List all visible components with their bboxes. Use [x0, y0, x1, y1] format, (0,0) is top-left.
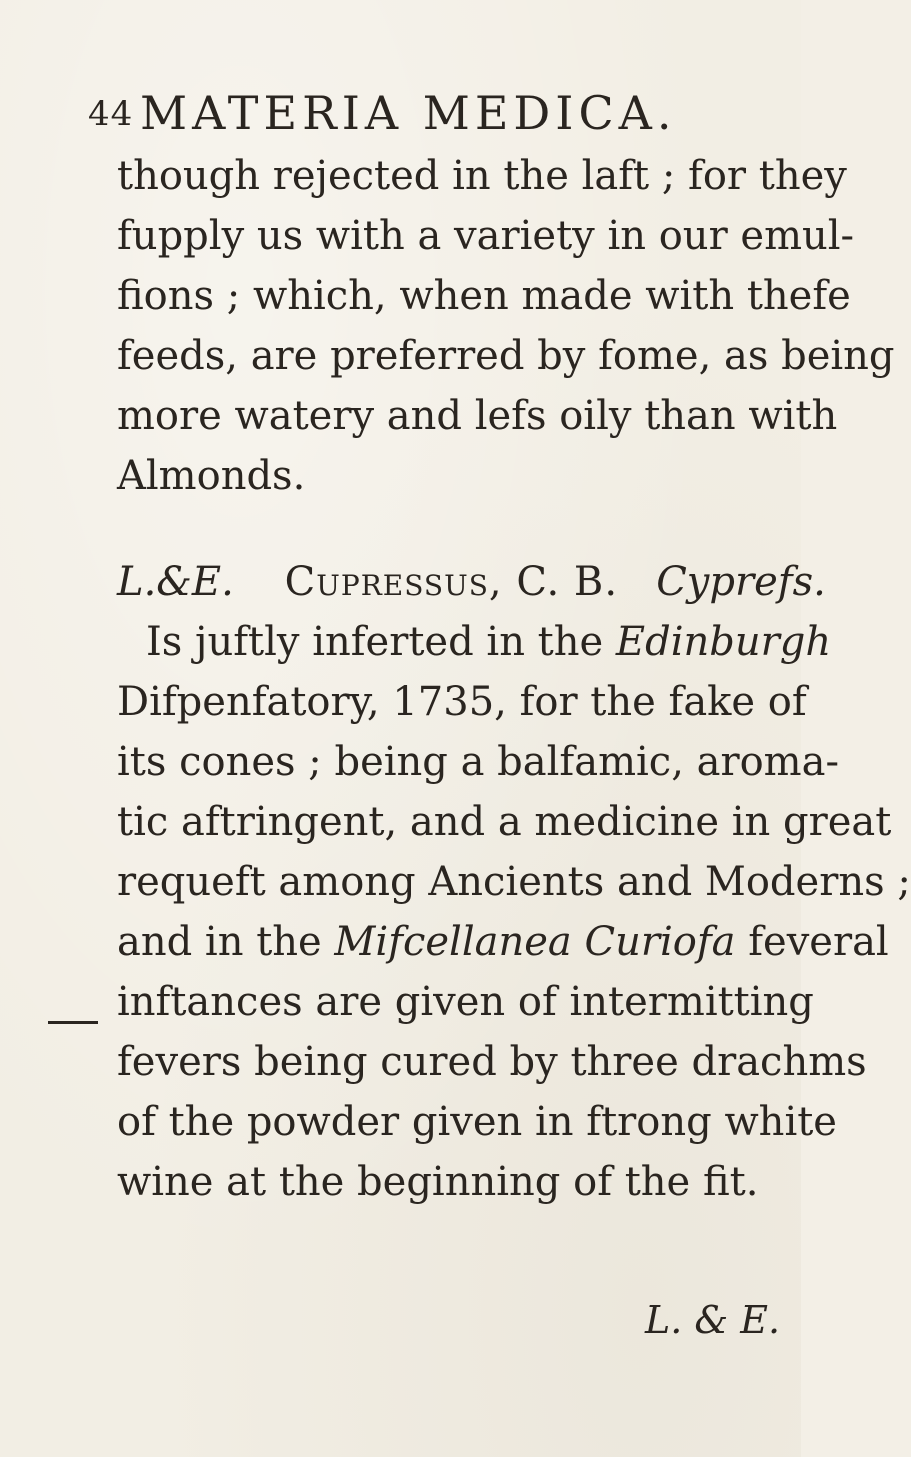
pharmacopoeia-marker: L.&E. — [117, 559, 234, 605]
margin-rule — [48, 1021, 98, 1024]
running-head: MATERIA MEDICA. — [140, 86, 677, 140]
text-line: Almonds. — [117, 453, 306, 499]
text-line — [146, 612, 831, 672]
text-line: fions ; which, when made with thefe — [117, 273, 851, 319]
entry-name: Cupressus, C. B. — [284, 559, 619, 605]
catchword: L. & E. — [645, 1298, 781, 1342]
page-number: 44 — [88, 94, 134, 134]
text-line — [117, 912, 889, 972]
text-line: its cones ; being a balfamic, aroma- — [117, 739, 839, 785]
text-segment: feveral — [735, 919, 889, 965]
text-line: fupply us with a variety in our emul- — [117, 213, 855, 259]
entry-heading — [117, 552, 826, 612]
text-line: fevers being cured by three drachms — [117, 1039, 867, 1085]
italic-segment: Edinburgh — [615, 619, 832, 665]
text-line: Difpenfatory, 1735, for the fake of — [117, 679, 807, 725]
text-line: though rejected in the laft ; for they — [117, 153, 847, 199]
text-line: wine at the beginning of the fit. — [117, 1159, 759, 1205]
text-line: more watery and lefs oily than with — [117, 393, 838, 439]
text-segment: Is juftly inferted in the — [146, 619, 616, 665]
text-line: tic aftringent, and a medicine in great — [117, 799, 892, 845]
text-line: feeds, are preferred by fome, as being — [117, 333, 895, 379]
text-line: requeft among Ancients and Moderns ; — [117, 859, 911, 905]
entry-vernacular: Cyprefs. — [656, 559, 826, 605]
text-line: inftances are given of intermitting — [117, 979, 814, 1025]
italic-segment: Mifcellanea Curiofa — [334, 919, 736, 965]
page-header — [88, 86, 738, 146]
text-segment: and in the — [117, 919, 335, 965]
text-line: of the powder given in ftrong white — [117, 1099, 837, 1145]
